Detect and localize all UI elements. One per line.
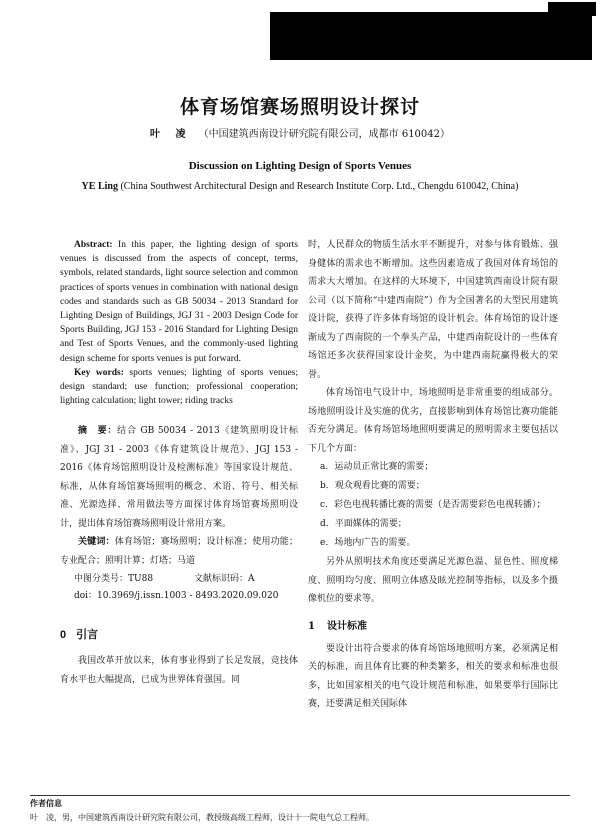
author-affiliation-cn: （中国建筑西南设计研究院有限公司，成都市 610042）	[198, 129, 451, 140]
clc-number: 中图分类号：TU88	[74, 574, 154, 585]
keywords-cn-label: 关键词：	[78, 537, 115, 548]
body-paragraph-3: 另外从照明技术角度还要满足光源色温、显色性、照度梯度、照明均匀度、照明立体感及眩光控制等指标，以及多个摄像机位的要求等。	[308, 557, 558, 604]
header-black-band	[270, 12, 592, 60]
list-item: d．平面媒体的需要；	[320, 519, 407, 529]
list-item: a．运动员正常比赛的需要；	[320, 462, 434, 472]
body-paragraph-1: 时，人民群众的物质生活水平不断提升，对参与体育锻炼、强身健体的需求也不断增加。这些因素造成了我国对体育场馆的需求大大增加。在这样的大环境下，中国建筑西南设计院有限公司（以下简称“中建西南院”）作为全国著名的大型民用建筑设计院，获得了许多体育场馆的设计机会。体育场馆的设计逐渐成为了西南院的一个拳头产品，中建西南院设计的一些体育场馆还多次获得国家设计金奖，为中建西南院赢得极大的荣誉。	[308, 240, 558, 380]
footer-rule	[30, 795, 570, 796]
keywords-cn-text: 体育场馆；赛场照明；设计标准；使用功能；专业配合；照明计算；灯塔；马道	[60, 537, 298, 566]
keywords-en-label: Key words:	[74, 367, 124, 378]
left-column	[60, 238, 298, 689]
section-0-heading	[60, 626, 298, 642]
abstract-en-text: In this paper, the lighting design of sports venues is discussed from the aspects of concept, terms, symbols, related standards, light source selection and common practices of sports venues in combination with national design codes and standards such as GB 50034 - 2013 Standard for Lighting Design of Buildings, JGJ 31 - 2003 Design Code for Sports Building, JGJ 153 - 2016 Standard for Lighting Design and Test of Sports Venues, and the commonly-used lighting design scheme for sports venues is put forward.	[60, 240, 299, 364]
right-column	[308, 236, 558, 714]
section-1-title: 设计标准	[326, 620, 367, 632]
section-0-title: 引言	[76, 629, 99, 642]
list-item: b．观众观看比赛的需要；	[320, 481, 425, 491]
keywords-cn	[60, 533, 298, 570]
author-line-en	[0, 181, 600, 192]
keywords-en	[60, 366, 298, 409]
body-paragraph-2: 体育场馆电气设计中，场地照明是非常重要的组成部分。场地照明设计及实施的优劣，直接影响到体育场馆比赛功能能否充分满足。体育场馆场地照明要满足的照明需求主要包括以下几个方面：	[308, 388, 558, 454]
abstract-en-label: Abstract:	[74, 240, 113, 250]
header-corner-tab	[548, 2, 596, 16]
intro-paragraph-1: 我国改革开放以来，体育事业得到了长足发展，竞技体育水平也大幅提高，已成为世界体育强国。同	[60, 656, 298, 685]
classification-line	[60, 572, 298, 587]
abstract-cn	[60, 422, 298, 533]
author-line-cn	[0, 125, 600, 140]
list-item: e．场地内广告的需要。	[320, 538, 416, 548]
abstract-cn-text: 结合 GB 50034 - 2013《建筑照明设计标准》、JGJ 31 - 2003《体育建筑设计规范》、JGJ 153 - 2016《体育场馆照明设计及检测标准》等国家设计规范、标准，从体育场馆赛场照明的概念、术语、符号、相关标准、光源选择、常用做法等方面探讨体育场馆赛场照明设计，提出体育场馆赛场照明设计常用方案。	[60, 426, 298, 529]
author-affiliation-en: (China Southwest Architectural Design and Research Institute Corp. Ltd., Chengdu 610042, China)	[120, 181, 519, 192]
keywords-en-text: sports venues; lighting of sports venues; design standard; use function; professional cooperation; lighting calculation; light tower; riding tracks	[60, 367, 299, 407]
document-code: 文献标识码：A	[194, 574, 255, 585]
abstract-cn-label: 摘 要：	[78, 426, 118, 437]
paper-title-cn: 体育场馆赛场照明设计探讨	[179, 96, 420, 118]
doi-line: doi：10.3969/j.issn.1003 - 8493.2020.09.020	[74, 591, 279, 602]
footer-heading: 作者信息	[30, 798, 62, 808]
abstract-en	[60, 238, 298, 366]
body-paragraph-4: 要设计出符合要求的体育场馆场地照明方案，必须满足相关的标准，而且体育比赛的种类繁多，相关的要求和标准也很多，比如国家相关的电气设计规范和标准，如果要举行国际比赛，还要满足相关国际体	[308, 643, 558, 709]
list-item: c．彩色电视转播比赛的需要（是否需要彩色电视转播）；	[320, 500, 546, 510]
section-1-heading	[308, 617, 558, 632]
author-name-cn: 叶 凌	[149, 129, 192, 140]
section-1-number: 1	[308, 620, 315, 632]
author-name-en: YE Ling	[81, 181, 118, 192]
paper-title-en: Discussion on Lighting Design of Sports Venues	[188, 160, 412, 172]
section-0-number: 0	[60, 629, 67, 642]
footer-author-info: 叶 凌，男，中国建筑西南设计研究院有限公司，教授级高级工程师，设计十一院电气总工程师。	[30, 813, 374, 822]
